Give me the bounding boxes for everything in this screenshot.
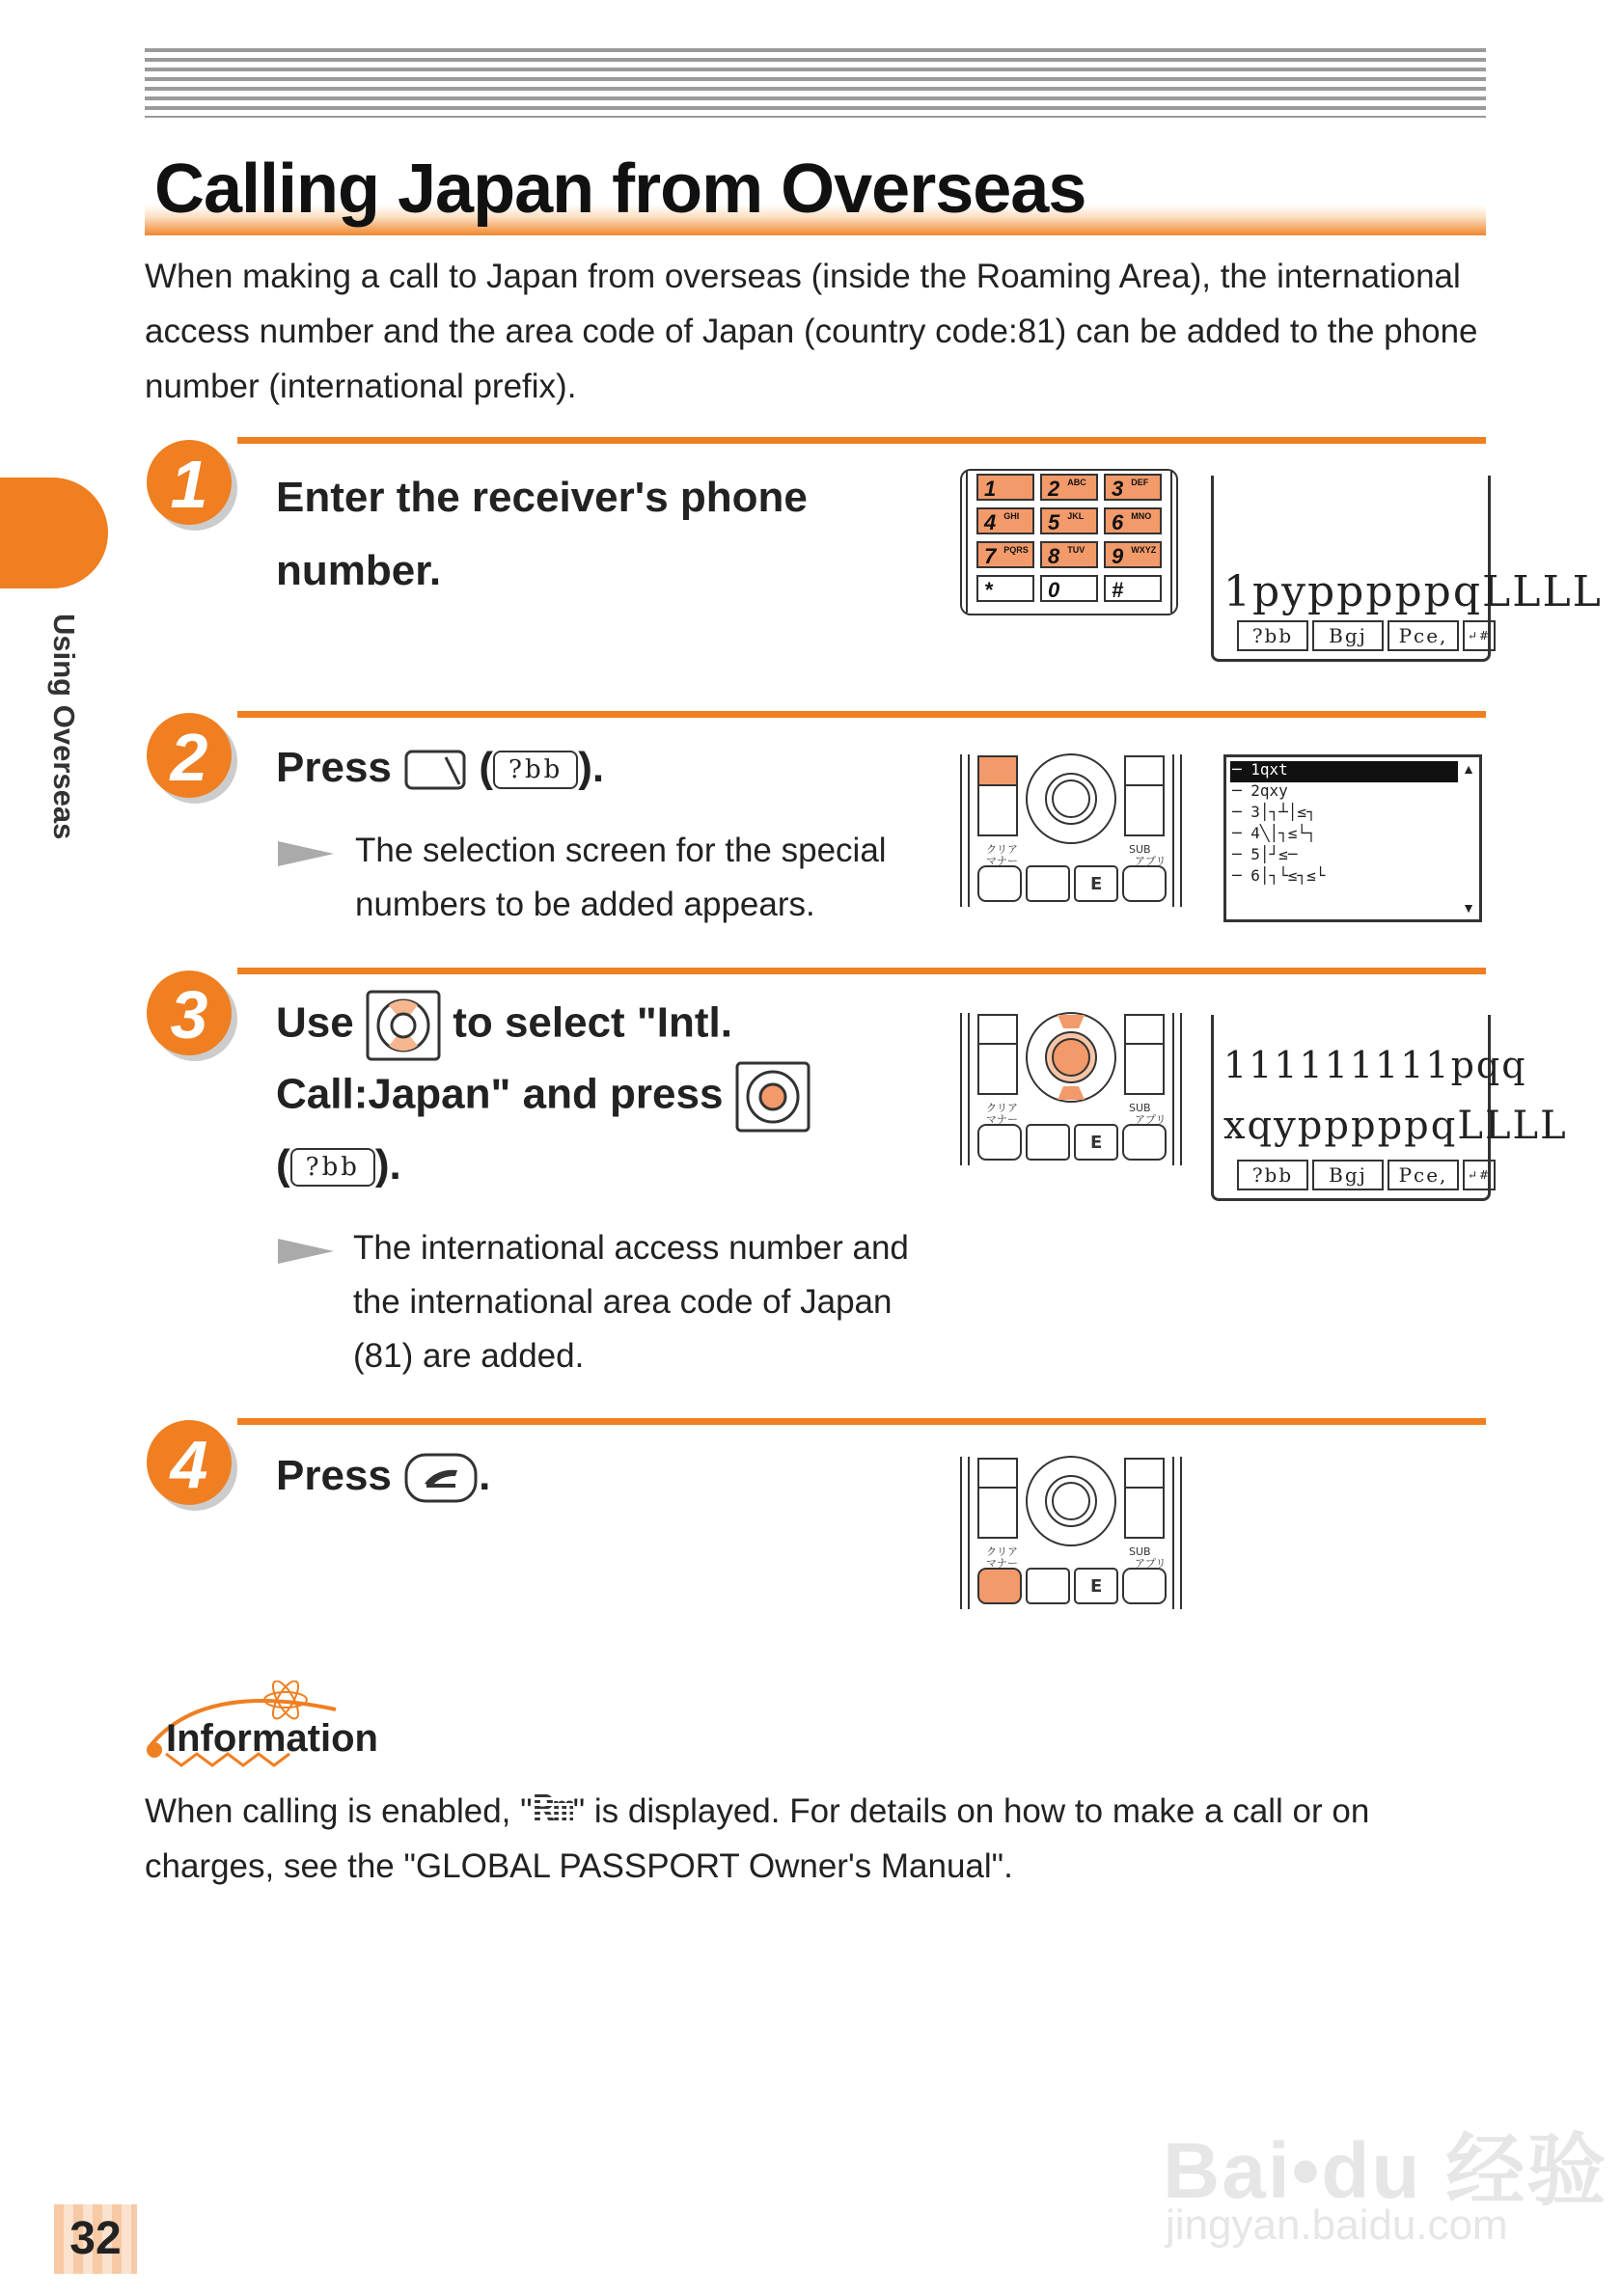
step-1-line [237, 437, 1486, 444]
intro-paragraph: When making a call to Japan from overseas (inside the Roaming Area), the international access number and the area code of Japan (country code:81) can be added to the phone number (international prefix). [145, 258, 1478, 405]
svg-text:SUB: SUB [1129, 843, 1151, 856]
keypad-key-letters: DEF [1131, 478, 1149, 487]
step-4-heading: Press . [276, 1439, 490, 1513]
scroll-up-icon: ▲ [1462, 761, 1475, 777]
step-3-heading: Use to select "Intl. Call:Japan" and press ( ?bb ). [276, 990, 810, 1198]
selection-list-item: ─ 3│┐┴│≤┐ [1232, 803, 1316, 821]
screen-softkey-1: Bgj [1312, 1160, 1384, 1190]
svg-text:E: E [1090, 1576, 1103, 1597]
side-tab-label: Using Overseas [47, 614, 81, 840]
information-title: Information [166, 1717, 378, 1760]
step-2-number-badge [143, 709, 239, 806]
keypad-key-letters: WXYZ [1131, 545, 1157, 555]
nav-pad-illustration-step3 [957, 1011, 1185, 1170]
screen-3-line-2: xqypppppqLLLL [1223, 1104, 1568, 1148]
selection-list-item: ─ 1qxt [1232, 760, 1288, 779]
note-arrow-icon [278, 837, 334, 870]
step-4-line [237, 1418, 1486, 1425]
screen-softkey-1: Bgj [1312, 620, 1384, 651]
svg-text:クリア: クリア [986, 1102, 1018, 1114]
keypad-key-letters: JKL [1067, 511, 1085, 521]
nav-pad-illustration-step4 [957, 1455, 1185, 1614]
keypad-key-9: 9 $^{WXYZ}$ [1104, 541, 1162, 568]
selection-list-item: ─ 4╲│┐≤└┐ [1232, 824, 1316, 842]
keypad-key-hash: # [1104, 575, 1162, 602]
softkey-label: ?bb [290, 1148, 375, 1187]
keypad-key-letters: ABC [1067, 478, 1086, 487]
navigation-key-updown-icon [366, 990, 441, 1061]
scroll-down-icon: ▼ [1462, 900, 1475, 916]
svg-text:E: E [1090, 874, 1103, 894]
side-tab [0, 478, 108, 588]
left-softkey-icon [403, 746, 467, 794]
keypad-key-letters: GHI [1003, 511, 1020, 521]
center-select-key-icon [735, 1061, 810, 1133]
svg-text:1: 1 [170, 447, 208, 522]
svg-text:マナー: マナー [986, 1557, 1018, 1570]
svg-text:アプリ: アプリ [1135, 1557, 1167, 1570]
screen-3 [1211, 1015, 1568, 1201]
keypad-key-4: 4 $^{GHI}$ [976, 507, 1034, 534]
step-3-number-badge [143, 967, 239, 1063]
keypad-key-letters: TUV [1067, 545, 1085, 555]
screen-1 [1211, 476, 1603, 662]
svg-text:クリア: クリア [986, 1545, 1018, 1558]
header-stripes [145, 48, 1486, 118]
step-2-note: The selection screen for the special numbers to be added appears. [355, 832, 887, 923]
screen-softkey-0: ?bb [1237, 1160, 1308, 1190]
nav-pad-illustration-step2 [957, 752, 1185, 912]
keypad-key-1: 1 [976, 474, 1034, 501]
keypad-key-3: 3 $^{DEF}$ [1104, 474, 1162, 501]
note-arrow-icon [278, 1235, 334, 1268]
watermark-url: jingyan.baidu.com [1166, 2201, 1508, 2249]
svg-text:2: 2 [170, 720, 208, 795]
step-1-heading: Enter the receiver's phone number. [276, 474, 808, 594]
selection-list-item: ─ 2qxy [1232, 781, 1288, 800]
screen-2-selection-list [1223, 754, 1482, 922]
keypad-key-star: * [976, 575, 1034, 602]
screen-softkey-2: Pce, [1387, 620, 1459, 651]
svg-text:SUB: SUB [1129, 1545, 1151, 1558]
step-2-line [237, 711, 1486, 718]
step-2-heading: Press ( ?bb ). [276, 731, 604, 805]
selection-list-item: ─ 5│┘≤─ [1232, 845, 1298, 863]
page-title: Calling Japan from Overseas [154, 150, 1086, 228]
step-1-number-badge [143, 436, 239, 533]
keypad-key-7: 7 $^{PQRS}$ [976, 541, 1034, 568]
step-3-note: The international access number and the international area code of Japan (81) are added. [353, 1229, 909, 1375]
keypad-key-8: 8 $^{TUV}$ [1040, 541, 1098, 568]
information-text: When calling is enabled, "Rm" is displayed. For details on how to make a call or on charges, see the "GLOBAL PASSPORT Owner's Manual". [145, 1783, 1496, 1894]
screen-softkey-0: ?bb [1237, 620, 1308, 651]
roaming-rm-indicator-icon: Rm [533, 1783, 573, 1838]
svg-text:4: 4 [170, 1427, 208, 1502]
keypad-key-2: 2 $^{ABC}$ [1040, 474, 1098, 501]
keypad-key-letters: MNO [1131, 511, 1152, 521]
keypad-key-6: 6 $^{MNO}$ [1104, 507, 1162, 534]
screen-3-line-1: 111111111pqq [1223, 1044, 1527, 1086]
keypad-key-5: 5 $^{JKL}$ [1040, 507, 1098, 534]
watermark-logo: Bai•du 经验 [1163, 2127, 1608, 2215]
step-3-line [237, 968, 1486, 974]
call-send-key-icon [403, 1451, 479, 1505]
svg-text:E: E [1090, 1133, 1103, 1153]
svg-text:SUB: SUB [1129, 1102, 1151, 1114]
screen-softkey-3: ↵# [1463, 620, 1496, 651]
selection-list-item: ─ 6│┐└≤┐≤└ [1232, 866, 1326, 885]
screen-1-text: 1pypppppqLLLL [1223, 567, 1603, 616]
screen-softkey-2: Pce, [1387, 1160, 1459, 1190]
keypad-key-letters: PQRS [1003, 545, 1029, 555]
svg-text:アプリ: アプリ [1135, 855, 1167, 867]
step-4-number-badge [143, 1416, 239, 1513]
screen-softkey-3: ↵# [1463, 1160, 1496, 1190]
svg-text:マナー: マナー [986, 855, 1018, 867]
svg-text:3: 3 [170, 977, 208, 1052]
svg-text:アプリ: アプリ [1135, 1113, 1167, 1126]
keypad-key-0: 0 [1040, 575, 1098, 602]
svg-text:クリア: クリア [986, 843, 1018, 856]
page-number: 32 [54, 2204, 137, 2274]
svg-text:マナー: マナー [986, 1113, 1018, 1126]
keypad-illustration [957, 468, 1181, 622]
softkey-label: ?bb [493, 751, 578, 789]
